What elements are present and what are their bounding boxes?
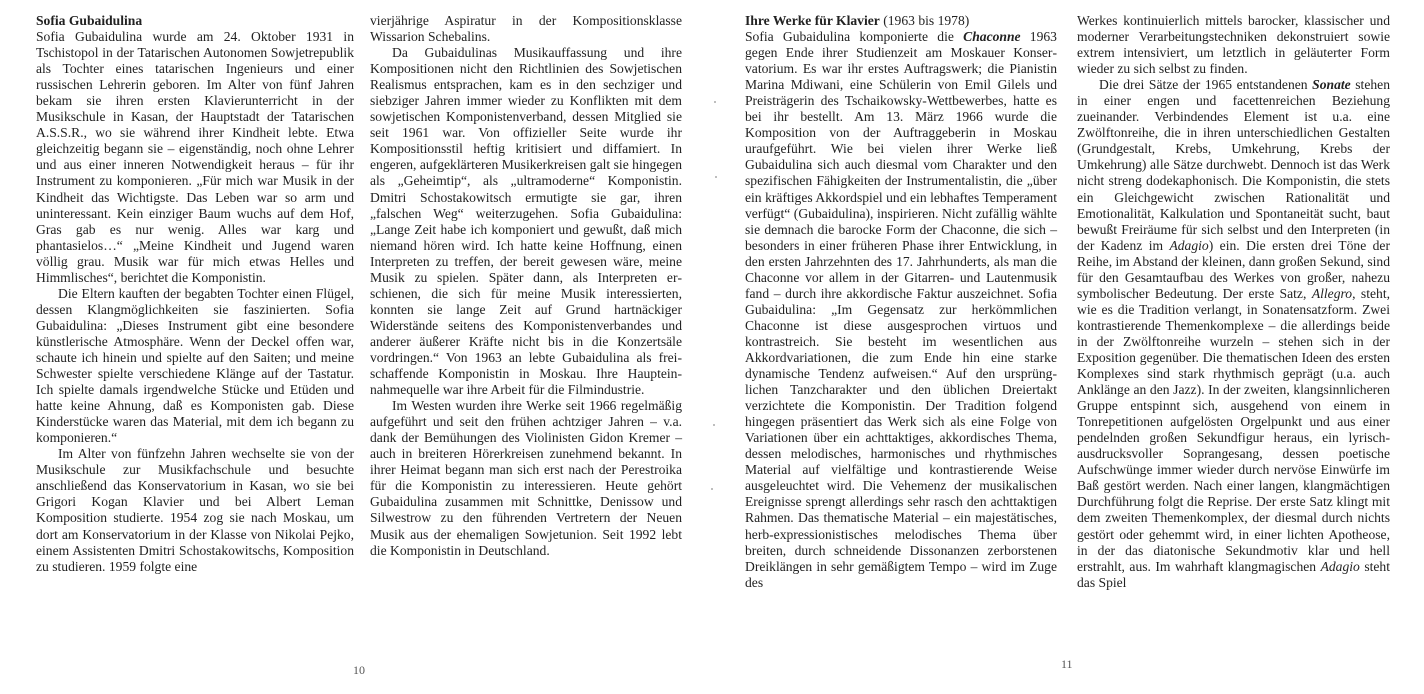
text-run: steht das Spiel: [1077, 558, 1390, 590]
paragraph: [745, 29, 1057, 591]
paragraph: Da Gubaidulinas Musikauffassung und ihre Kompositionen nicht den Richtlinien des Sowjetischen Realismus entsprachen, kam es in den sechziger und siebziger Jahren immer wieder zu Konflikten mit dem sowjetischen Komponistenverband, dessen Mitglied sie seit 1961 war. Von offizieller Seite wurde ihr Kompositionsstil heftig kritisiert und diffamiert. In engeren, aufgeklärteren Musikerkreisen galt sie hingegen als „Geheimtip“, als „ultramoderne“ Komponistin. Dmitri Schostakowitsch ermutigte sie gar, ihren „falschen Weg“ weiterzugehen. Sofia Gubaidulina: „Lange Zeit habe ich komponiert und gewußt, daß mich niemand hören wird. Ich hatte keine Hoffnung, einen Interpreten zu treffen, der bereit gewesen wäre, meine Musik zu spielen. Später dann, als Interpreten erschienen, die sich für meine Musik interessierten, konnten sie lange Zeit auf Grund hartnäckiger Widerstände seitens des Komponistenverbandes und anderer äußerer Kräfte nicht bis in die Konzertsäle vordringen.“ Von 1963 an lebte Gubaidulina als freischaffende Komponistin in Moskau. Ihre Haupteinnahmequelle war ihre Arbeit für die Filmindustrie.: [370, 45, 682, 398]
scan-speck: [715, 176, 717, 178]
paragraph: vierjährige Aspiratur in der Kompositionsklasse Wissarion Schebalins.: [370, 13, 682, 45]
left-page-column-1: [36, 13, 354, 575]
movement-adagio: Adagio: [1320, 558, 1360, 574]
movement-adagio: Adagio: [1169, 237, 1209, 253]
paragraph: Die Eltern kauften der begabten Tochter einen Flügel, dessen Klangmöglichkeiten sie faszinierten. Sofia Gubaidulina: „Dieses Instrument gibt eine besondere künstlerische Atmosphäre. Wenn der Deckel offen war, schaute ich hinein und spielte auf den Saiten; und meine Schwester spielte verschiedene Klänge auf der Tastatur. Ich spielte damals irgendwelche Stücke und Etüden und hatte keine Ahnung, daß es Komponisten gab. Diese Kinderstücke waren das Material, mit dem ich begann zu komponieren.“: [36, 285, 354, 446]
section-heading-line: [745, 13, 1057, 29]
movement-allegro: Allegro: [1311, 285, 1353, 301]
scan-speck: [713, 424, 715, 426]
right-page-column-2: [1077, 13, 1390, 591]
paragraph: [1077, 77, 1390, 591]
text-run: Sofia Gubaidulina komponierte die: [745, 29, 964, 45]
paragraph: Werkes kontinuierlich mittels barocker, klassischer und moderner Verarbeitungstechniken dekonstruiert sowie extrem intensiviert, um letztlich in geläuterter Form wieder zu sich selbst zu finden.: [1077, 13, 1390, 77]
page-number: 11: [1061, 657, 1073, 671]
text-run: , steht, wie es die Tradition verlangt, in Sonatensatzform. Zwei kontrastierende Themenkomplexe – die allerdings beide in der Zwölftonreihe wurzeln – stehen sich in der Exposition gegenüber. Die thematischen Ideen des ersten Komplexes sind stark rhythmisch geprägt (u.a. auch Anklänge an den Jazz). In der zweiten, klangsinnlicheren Gruppe entspinnt sich, ausgehend von einem in Tonrepetitionen aufgelösten Orgelpunkt und aus einer pendelnden großen Sekundfigur heraus, ein lyrisch-ausdrucksvoller Soprangesang, dessen poetische Aufschwünge immer wieder durch nervöse Einwürfe im Baß gestört werden. Nach einer langen, klangmächtigen Durchführung folgt die Reprise. Der erste Satz klingt mit dem zweiten Themenkomplex, der diesmal durch nichts gestört oder gehemmt wird, in einer lichten Apotheose, in der das diatonische Sekundmotiv klar und hell erstrahlt, aus. Im wahrhaft klangmagischen: [1077, 285, 1390, 574]
right-page-column-1: [745, 13, 1057, 591]
page-number: 10: [353, 663, 365, 677]
left-page-column-2: [370, 13, 682, 559]
paragraph: Im Westen wurden ihre Werke seit 1966 regelmäßig aufgeführt und seit den frühen achtziger Jahren – v.a. dank der Bemühungen des Violinisten Gidon Kremer – auch in breiteren Hörerkreisen zunehmend bekannt. In ihrer Heimat begann man sich erst nach der Perestroika für die Komponistin zu interessieren. Heute gehört Gubaidulina zusammen mit Schnittke, Denissow und Silwestrow zu den führenden Vertretern der Neuen Musik aus der ehemaligen Sowjetunion. Seit 1992 lebt die Komponistin in Deutschland.: [370, 398, 682, 558]
section-heading-dates: (1963 bis 1978): [883, 13, 970, 28]
scan-speck: [714, 101, 716, 103]
section-heading: Ihre Werke für Klavier: [745, 13, 880, 28]
scan-speck: [711, 488, 713, 490]
text-run: 1963 gegen Ende ihrer Studienzeit am Moskauer Konservatorium. Es war ihr erstes Auftragswerk; die Pianistin Marina Mdiwani, eine Schülerin von Emil Gilels und Preisträgerin des Tschaikowsky-Wettbewerbes, hatte es bei ihr bestellt. Am 13. März 1966 wurde die Komposition von der Auftraggeberin in Moskau uraufgeführt. Wie bei vielen ihrer Werke ließ Gubaidulina sich auch diesmal vom Charakter und den spezifischen Fähigkeiten der Instrumentalistin, die „über ein kräftiges Akkordspiel und ein lebhaftes Temperament verfügt“ (Gubaidulina), inspirieren. Nicht zufällig wählte sie demnach die barocke Form der Chaconne, die sich – besonders in einer früheren Phase ihrer Entwicklung, in den ersten Jahrzehnten des 17. Jahrhunderts, als man die Chaconne vor allem in der Gitarren- und Lautenmusik fand – durch ihre akkordische Faktur auszeichnet. Sofia Gubaidulina: „Im Gegensatz zur herkömmlichen Chaconne ist diese ausgesprochen virtuos und kontrastreich. Sie besteht im wesentlichen aus Akkordvariationen, die zum Ende hin eine starke dynamische Tendenz aufweisen.“ Auf den ursprünglichen Tanzcharakter und den üblichen Dreiertakt verzichtete die Komponistin. Der Tradition folgend hingegen präsentiert das Werk sich als eine Folge von Variationen über ein achttaktiges, akkordisches Thema, dessen melodisches, harmonisches und rhythmisches Material auf vielfältige und kontrastierende Weise ausgeleuchtet wird. Die Vehemenz der musikalischen Ereignisse sprengt allerdings sehr rasch den achttaktigen Rahmen. Das thematische Material – ein majestätisches, herb-expressionistisches melodisches Thema über breiten, durch schneidende Dissonanzen zerborstenen Dreiklängen in sehr gemäßigtem Tempo – wird im Zuge des: [745, 29, 1057, 590]
paragraph: Sofia Gubaidulina wurde am 24. Oktober 1931 in Tschistopol in der Tatarischen Autonomen Sowjetrepublik als Tochter eines tatarischen Ingenieurs und einer russischen Lehrerin geboren. Im Alter von fünf Jahren bekam sie ihren ersten Klavierunterricht in der Musikschule in Kasan, der Hauptstadt der Tatarischen A.S.S.R., wo sie während ihrer Kindheit lebte. Etwa gleichzeitig begann sie – eigenständig, noch ohne Lehrer und aus einer inneren Notwendigkeit heraus – für ihr Instrument zu komponieren. „Für mich war Musik in der Kindheit das Wichtigste. Das Leben war so arm und uninteressant. Kein einziger Baum wuchs auf dem Hof, Gras gab es nur wenig. Alles war karg und phantasielos…“ „Meine Kindheit und Jugend waren völlig grau. Musik war für mich etwas Helles und Himmlisches“, berichtet die Komponistin.: [36, 29, 354, 285]
text-run: ) ein. Die ersten drei Töne der Reihe, im Abstand der kleinen, dann großen Sekund, sind für den Gesamtaufbau des Werkes von großer, nahezu symbolischer Bedeutung. Der erste Satz,: [1077, 237, 1390, 301]
text-run: stehen in einer engen und facettenreichen Beziehung zueinander. Verbindendes Element ist u.a. eine Zwölftonreihe, die in ihren unterschiedlichen Gestalten (Grundgestalt, Krebs, Umkehrung, Krebs der Umkehrung) alle Sätze durchwebt. Dennoch ist das Werk nicht streng dodekaphonisch. Die Komponistin, die stets ein Gleichgewicht zwischen Rationalität und Emotionalität, Kalkulation und Spontaneität sucht, baut bewußt Freiräume für sich selbst und den Interpreten (in der Kadenz im: [1077, 77, 1390, 253]
work-title-sonate: Sonate: [1312, 77, 1351, 93]
work-title-chaconne: Chaconne: [963, 29, 1021, 45]
paragraph: Im Alter von fünfzehn Jahren wechselte sie von der Musikschule zur Musikfachschule und besuchte anschließend das Konservatorium in Kasan, wo sie bei Grigori Kogan Klavier und bei Albert Leman Komposition studierte. 1954 zog sie nach Moskau, um dort am Konservatorium in der Klasse von Nikolai Pejko, einem Assistenten Dmitri Schostakowitschs, Komposition zu studieren. 1959 folgte eine: [36, 446, 354, 574]
text-run: Die drei Sätze der 1965 entstandenen: [1099, 77, 1313, 93]
section-heading: Sofia Gubaidulina: [36, 13, 143, 28]
